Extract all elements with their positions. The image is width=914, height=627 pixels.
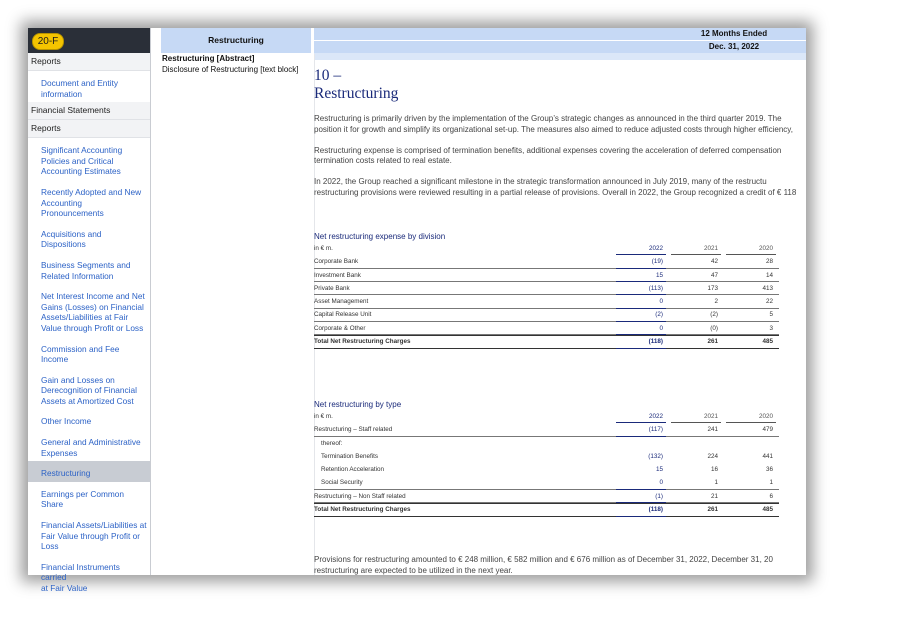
row-label: Corporate Bank	[314, 258, 359, 266]
row-value: (1)	[655, 492, 663, 500]
year-header: 2021	[703, 245, 718, 252]
table-row	[314, 476, 774, 489]
row-value: 21	[710, 492, 718, 500]
value-underline	[616, 348, 666, 349]
date-header	[314, 41, 806, 53]
row-value: 6	[769, 492, 773, 500]
form-badge[interactable]: 20-F	[32, 33, 64, 50]
sidebar-link[interactable]	[28, 138, 150, 180]
sidebar-link-line: Business Segments and	[41, 259, 131, 270]
table-row	[314, 282, 774, 295]
table-row	[314, 437, 774, 450]
sidebar-link-line: Loss	[41, 541, 59, 552]
sidebar-link-line: Accounting Estimates	[41, 166, 121, 177]
sidebar-list	[28, 53, 150, 597]
paragraph-2b: termination costs related to real estate.	[314, 156, 452, 165]
sidebar-link-line: Restructuring	[41, 468, 91, 479]
sidebar-link-line: Net Interest Income and Net	[41, 291, 145, 302]
type-table	[314, 410, 774, 516]
row-value: (117)	[648, 426, 663, 434]
year-header: 2020	[758, 245, 773, 252]
row-label: Private Bank	[314, 284, 350, 292]
column-header-title: Restructuring	[161, 28, 311, 53]
app-window	[28, 28, 806, 593]
row-label: Total Net Restructuring Charges	[314, 338, 411, 346]
sidebar-link-line: Commission and Fee	[41, 343, 120, 354]
sidebar-link-line: Significant Accounting	[41, 145, 123, 156]
table-total-row	[314, 503, 774, 516]
sidebar-link-line: Document and Entity	[41, 78, 119, 88]
row-value: 15	[655, 466, 663, 474]
report-content	[161, 28, 806, 575]
sidebar-link[interactable]	[28, 513, 150, 555]
sidebar-link[interactable]	[28, 222, 150, 253]
row-label: Retention Acceleration	[321, 466, 385, 474]
row-value: (19)	[651, 258, 663, 266]
row-value: (2)	[655, 311, 663, 319]
row-value: (132)	[648, 452, 663, 460]
row-value: (118)	[648, 506, 663, 514]
row-label: Corporate & Other	[314, 324, 366, 332]
row-label: Investment Bank	[314, 271, 361, 279]
row-value: 2	[714, 298, 718, 306]
sidebar-link-line: Earnings per Common Share	[41, 488, 125, 510]
sidebar-link-line: Gains (Losses) on Financial	[41, 301, 144, 312]
row-label: Termination Benefits	[321, 452, 379, 460]
row-value: 1	[769, 479, 773, 487]
row-value: 0	[659, 298, 663, 306]
sidebar-link[interactable]	[28, 337, 150, 368]
sidebar-link-line: Gain and Losses on	[41, 374, 115, 385]
sidebar-link[interactable]	[28, 368, 150, 410]
sidebar-link-line: Pronouncements	[41, 208, 104, 219]
sidebar-link-line: Acquisitions and	[41, 228, 102, 239]
table2-title: Net restructuring by type	[314, 400, 402, 409]
sidebar-link-line: Recently Adopted and New	[41, 186, 142, 197]
row-value: 0	[659, 324, 663, 332]
row-value: 173	[707, 284, 718, 292]
sidebar-link-line: Other Income	[41, 416, 92, 427]
row-value: 14	[765, 271, 773, 279]
unit-label: in € m.	[314, 413, 333, 420]
row-value: 261	[707, 338, 718, 346]
row-label: Capital Release Unit	[314, 311, 372, 319]
table-row	[314, 423, 774, 436]
sidebar	[28, 28, 151, 593]
paragraph-4a: Provisions for restructuring amounted to € 248 million, € 582 million and € 676 million as of December 31, 2022, December 31, 20	[314, 555, 773, 564]
total-top-line	[314, 503, 779, 504]
row-value: 22	[765, 298, 773, 306]
sidebar-link[interactable]	[28, 284, 150, 336]
sidebar-link-line: Fair Value through Profit or	[41, 530, 140, 541]
sidebar-link-line: Assets/Liabilities at Fair	[41, 312, 129, 323]
table-row	[314, 308, 774, 321]
row-value: 16	[710, 466, 718, 474]
row-label: Restructuring – Non Staff related	[314, 492, 406, 500]
sidebar-link-line: Accounting	[41, 197, 83, 208]
row-value: 485	[762, 506, 773, 514]
row-value: 224	[707, 452, 718, 460]
sidebar-link-line: Assets at Amortized Cost	[41, 395, 134, 406]
row-value: 261	[707, 506, 718, 514]
header-stripe	[314, 53, 806, 60]
sidebar-link-line: General and Administrative	[41, 437, 141, 448]
sidebar-link[interactable]	[28, 555, 150, 597]
row-value: 47	[710, 271, 718, 279]
row-value: 479	[762, 426, 773, 434]
row-value: 28	[765, 258, 773, 266]
row-label: thereof:	[321, 439, 343, 447]
table-total-row	[314, 335, 774, 348]
sidebar-link-line: Financial Instruments carried	[41, 561, 120, 583]
sidebar-link[interactable]	[28, 253, 150, 284]
table-row	[314, 295, 774, 308]
sidebar-link-line: information	[41, 88, 83, 99]
sidebar-link-line: Expenses	[41, 447, 78, 458]
paragraph-3b: restructuring provisions were reviewed resulting in a partial release of provisions. Overall in 2022, the Group recognized a credit of € 118	[314, 188, 797, 197]
value-underline	[616, 516, 666, 517]
sidebar-link-line: Dispositions	[41, 239, 86, 250]
row-value: 485	[762, 338, 773, 346]
sidebar-link-line: Derecognition of Financial	[41, 385, 137, 396]
total-top-line	[314, 335, 779, 336]
division-table	[314, 242, 774, 348]
table-row	[314, 463, 774, 476]
date-label: Dec. 31, 2022	[708, 42, 760, 51]
row-value: (0)	[710, 324, 718, 332]
year-header: 2021	[703, 413, 718, 420]
unit-label: in € m.	[314, 245, 333, 252]
row-value: 441	[762, 452, 773, 460]
table1-title: Net restructuring expense by division	[314, 232, 446, 241]
sidebar-link-line: Income	[41, 354, 69, 365]
row-value: 241	[707, 426, 718, 434]
row-value: 42	[710, 258, 718, 266]
row-value: 1	[714, 479, 718, 487]
sidebar-link-line: Policies and Critical	[41, 155, 114, 166]
table-header-row	[314, 242, 774, 255]
table-row	[314, 490, 774, 503]
sidebar-section-header[interactable]: Financial Statements	[28, 102, 150, 120]
row-label: Total Net Restructuring Charges	[314, 506, 411, 514]
sidebar-link-line: Related Information	[41, 270, 114, 281]
row-value: 3	[769, 324, 773, 332]
sidebar-link-line: Financial Assets/Liabilities at	[41, 520, 147, 531]
paragraph-4b: restructuring are expected to be utilized in the next year.	[314, 566, 513, 575]
table-header-row	[314, 410, 774, 423]
row-value: (2)	[710, 311, 718, 319]
year-header: 2020	[758, 413, 773, 420]
abstract-label: Restructuring [Abstract]	[162, 54, 255, 63]
note-number: 10 –	[314, 67, 342, 84]
table-row	[314, 269, 774, 282]
sidebar-link[interactable]	[28, 409, 150, 430]
sidebar-link[interactable]	[28, 180, 150, 222]
row-value: (118)	[648, 338, 663, 346]
sidebar-link[interactable]	[28, 71, 150, 102]
paragraph-1a: Restructuring is primarily driven by the implementation of the Group’s strategic changes as announced in the third quarter 2019. The	[314, 114, 782, 123]
row-label: Asset Management	[314, 298, 369, 306]
table-row	[314, 450, 774, 463]
note-title: Restructuring	[314, 85, 399, 102]
paragraph-1b: position it for growth and simplify its organizational set-up. The measures also aimed to reduce adjusted costs through higher efficiency,	[314, 125, 793, 134]
period-header	[314, 28, 806, 40]
row-value: 0	[659, 479, 663, 487]
sidebar-link[interactable]	[28, 430, 150, 461]
sidebar-header	[28, 28, 150, 53]
row-value: 15	[655, 271, 663, 279]
sidebar-link[interactable]	[28, 482, 150, 513]
paragraph-2a: Restructuring expense is comprised of termination benefits, additional expenses covering the acceleration of deferred compensation	[314, 146, 782, 155]
sidebar-link[interactable]	[28, 461, 150, 482]
row-value: 5	[769, 311, 773, 319]
row-divider	[314, 516, 779, 517]
table-row	[314, 322, 774, 335]
row-label: Restructuring – Staff related	[314, 426, 393, 434]
sidebar-section-header[interactable]: Reports	[28, 53, 150, 71]
row-value: (113)	[648, 284, 663, 292]
row-label: Social Security	[321, 479, 363, 487]
row-value: 36	[765, 466, 773, 474]
sidebar-section-header[interactable]: Reports	[28, 120, 150, 138]
sidebar-link-line: Value through Profit or Loss	[41, 322, 144, 333]
year-header: 2022	[648, 413, 663, 420]
table-row	[314, 255, 774, 268]
sidebar-link-line: at Fair Value	[41, 583, 88, 593]
year-header: 2022	[648, 245, 663, 252]
row-divider	[314, 348, 779, 349]
row-value: 413	[762, 284, 773, 292]
period-label: 12 Months Ended	[700, 29, 768, 38]
paragraph-3a: In 2022, the Group reached a significant milestone in the strategic transformation announced in July 2019, many of the restructu	[314, 177, 767, 186]
text-block-label: Disclosure of Restructuring [text block]	[162, 65, 299, 74]
